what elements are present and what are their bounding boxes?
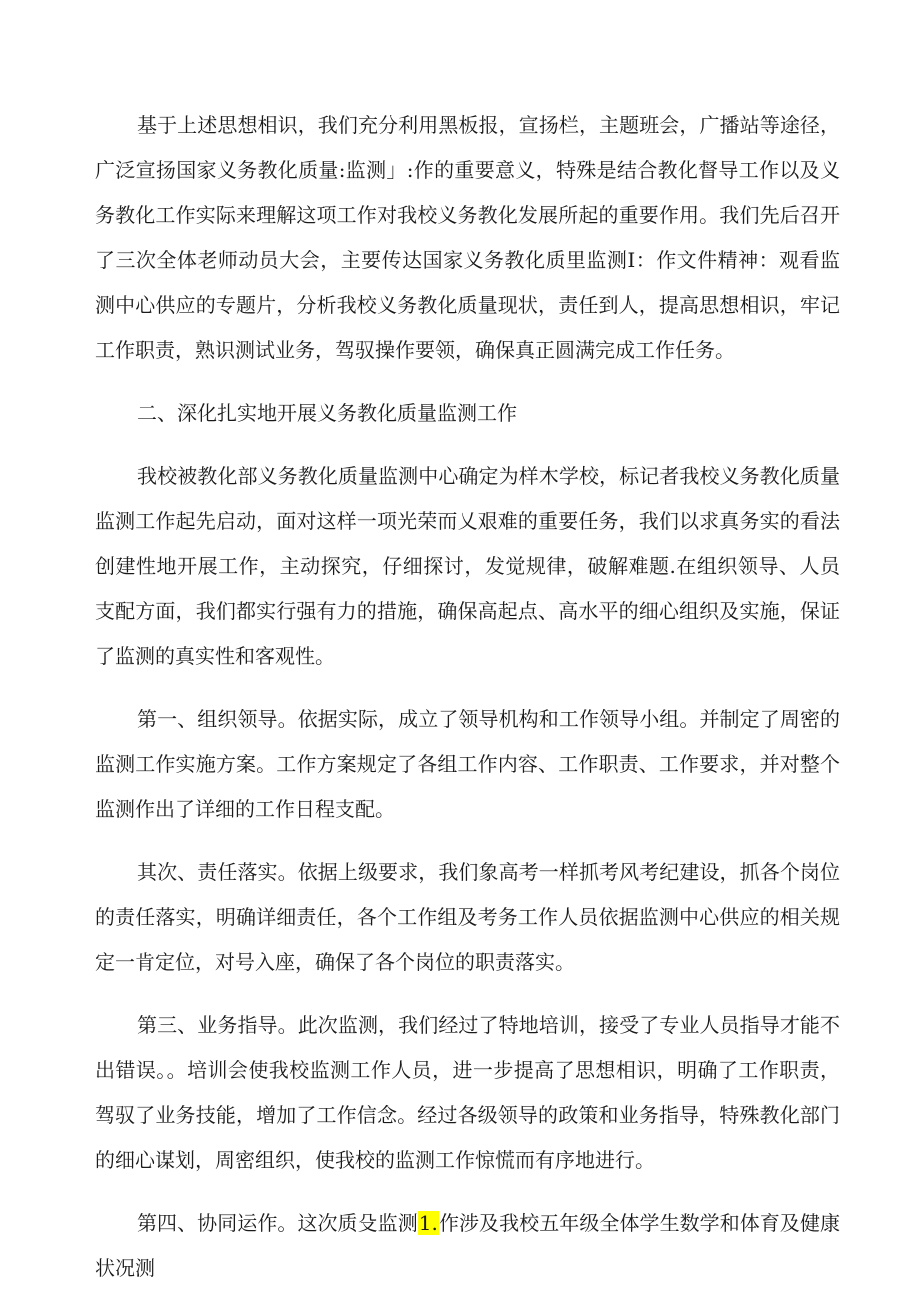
document-body bbox=[95, 103, 840, 1309]
paragraph-coordination-after: 作涉及我校五年级全体学生数学和体育及健康状况测 bbox=[95, 1211, 841, 1280]
paragraph-coordination-before: 第四、协同运作。这次质殳监测 bbox=[137, 1211, 418, 1235]
paragraph-organization: 第一、组织领导。依据实际，成立了领导机构和工作领导小组。并制定了周密的监测工作实施方案。工作方案规定了各组工作内容、工作职责、工作要求，并对整个监测作出了详细的工作日程支配。 bbox=[95, 707, 840, 821]
paragraph-responsibility: 其次、责任落实。依据上级要求，我们象高考一样抓考风考纪建设，抓各个岗位的责任落实，明确详细责任，各个工作组及考务工作人员依据监测中心供应的相关规定一肯定位，对号入座，确保了各个岗位的职责落实。 bbox=[95, 860, 840, 974]
paragraph-coordination bbox=[95, 1201, 840, 1291]
paragraph-sample-school: 我校被教化部义务教化质量监测中心确定为样木学校，标记者我校义务教化质量监测工作起先启动，面对这样一项光荣而乂艰难的重要任务，我们以求真务实的看法创建性地开展工作，主动探究，仔细探讨，发觉规律，破解难题.在组织领导、人员支配方面，我们都实行强有力的措施，确保高起点、高水平的细心组织及实施，保证了监测的真实性和客观性。 bbox=[95, 464, 840, 668]
paragraph-ideology: 基于上述思想相识，我们充分利用黑板报，宣扬栏，主题班会，广播站等途径，广泛宣扬国家义务教化质量:监测」:作的重要意义，特殊是结合教化督导工作以及义务教化工作实际来理解这项工作对我校义务教化发展所起的重要作用。我们先后召开了三次全体老师动员大会，主要传达国家义务教化质里监测I：作文件精神：观看监测中心供应的专题片，分析我校义务教化质量现状，责任到人，提高思想相识，牢记工作职责，熟识测试业务，驾驭操作要领，确保真正圆满完成工作任务。 bbox=[95, 113, 840, 362]
highlighted-text: 1. bbox=[418, 1211, 438, 1235]
paragraph-guidance: 第三、业务指导。此次监测，我们经过了特地培训，接受了专业人员指导才能不出错误。。培训会使我校监测工作人员，进一步提高了思想相识，明确了工作职责，驾驭了业务技能，增加了工作信念。经过各级领导的政策和业务指导，特殊教化部门的细心谋划，周密组织，使我校的监测工作惊慌而有序地进行。 bbox=[95, 1013, 840, 1172]
section-heading-2: 二、深化扎实地开展义务教化质量监测工作 bbox=[137, 401, 517, 425]
